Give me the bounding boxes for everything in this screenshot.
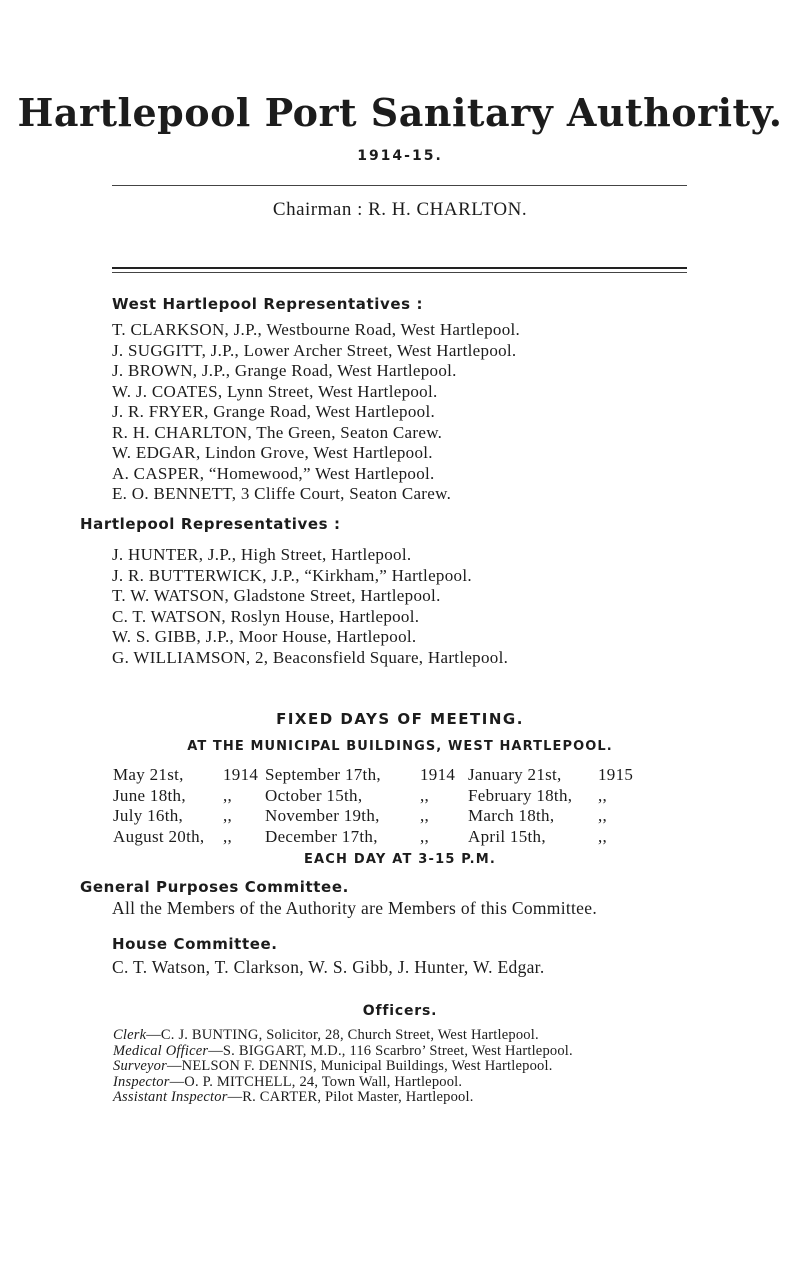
officer-entry <box>113 1028 573 1044</box>
fixed-days-subtitle: AT THE MUNICIPAL BUILDINGS, WEST HARTLEPOOL. <box>187 739 613 754</box>
double-rule-upper <box>112 267 687 269</box>
meeting-date: December 17th, <box>265 826 378 846</box>
meeting-year: ,, <box>598 826 608 846</box>
meeting-date: July 16th, <box>113 806 184 825</box>
meeting-date: March 18th, <box>468 806 555 825</box>
house-committee-heading: House Committee. <box>112 935 278 953</box>
hartlepool-representative: T. W. WATSON, Gladstone Street, Hartlepool. <box>112 586 441 605</box>
meeting-year: ,, <box>420 826 430 846</box>
officer-entry <box>113 1075 573 1091</box>
west-representative: T. CLARKSON, J.P., Westbourne Road, West Hartlepool. <box>112 320 521 339</box>
meeting-year: ,, <box>598 806 608 825</box>
west-representative: W. J. COATES, Lynn Street, West Hartlepool. <box>112 381 438 401</box>
meeting-year: 1914 <box>420 765 456 784</box>
west-representative: J. BROWN, J.P., Grange Road, West Hartlepool. <box>112 361 457 380</box>
meeting-date: September 17th, <box>265 765 381 784</box>
west-representative: A. CASPER, “Homewood,” West Hartlepool. <box>112 463 435 483</box>
meeting-year: ,, <box>420 785 430 805</box>
officer-entry <box>113 1044 573 1060</box>
meeting-year: 1915 <box>598 765 634 784</box>
hartlepool-representative: J. HUNTER, J.P., High Street, Hartlepool. <box>112 545 412 564</box>
meeting-time: EACH DAY AT 3-15 P.M. <box>303 852 497 867</box>
west-representative: E. O. BENNETT, 3 Cliffe Court, Seaton Carew. <box>112 484 452 503</box>
meeting-year: ,, <box>420 806 430 825</box>
west-representative: J. SUGGITT, J.P., Lower Archer Street, West Hartlepool. <box>112 340 517 360</box>
meeting-date: May 21st, <box>113 765 184 784</box>
officer-details: —R. CARTER, Pilot Master, Hartlepool. <box>227 1089 474 1105</box>
meeting-dates-row <box>113 786 800 807</box>
west-representative: W. EDGAR, Lindon Grove, West Hartlepool. <box>112 443 433 462</box>
meeting-year: ,, <box>223 826 233 846</box>
meeting-date: October 15th, <box>265 785 363 805</box>
west-representatives-heading: West Hartlepool Representatives : <box>112 295 424 313</box>
chairman-label: Chairman : <box>272 199 363 220</box>
general-purposes-heading: General Purposes Committee. <box>80 878 349 896</box>
west-representative: J. R. FRYER, Grange Road, West Hartlepool. <box>112 402 436 421</box>
top-rule <box>112 185 687 186</box>
meeting-dates-row <box>113 765 800 786</box>
hartlepool-representative: C. T. WATSON, Roslyn House, Hartlepool. <box>112 606 420 626</box>
meeting-dates-table <box>113 765 800 847</box>
officer-entry <box>113 1059 573 1075</box>
hartlepool-representative: W. S. GIBB, J.P., Moor House, Hartlepool. <box>112 627 417 646</box>
general-purposes-text: All the Members of the Authority are Members of this Committee. <box>112 898 597 918</box>
document-title: Hartlepool Port Sanitary Authority. <box>17 90 783 135</box>
meeting-dates-row <box>113 827 800 848</box>
officer-role: Assistant Inspector <box>113 1089 228 1105</box>
house-committee-text: C. T. Watson, T. Clarkson, W. S. Gibb, J. Hunter, W. Edgar. <box>112 957 545 977</box>
officers-heading: Officers. <box>362 1003 438 1019</box>
officer-details: —NELSON F. DENNIS, Municipal Buildings, West Hartlepool. <box>166 1058 553 1074</box>
officer-role: Medical Officer <box>113 1042 209 1059</box>
meeting-date: April 15th, <box>468 826 546 846</box>
officer-details: —O. P. MITCHELL, 24, Town Wall, Hartlepool. <box>169 1073 463 1090</box>
west-representative: R. H. CHARLTON, The Green, Seaton Carew. <box>112 422 443 442</box>
meeting-date: June 18th, <box>113 785 186 805</box>
meeting-date: November 19th, <box>265 806 380 825</box>
meeting-year: ,, <box>598 785 608 805</box>
meeting-year: ,, <box>223 806 233 825</box>
hartlepool-representatives-list <box>112 545 508 668</box>
meeting-year: ,, <box>223 785 233 805</box>
document-years: 1914-15. <box>357 148 443 164</box>
double-rule-lower <box>112 272 687 273</box>
chairman-line <box>0 199 800 221</box>
officers-list <box>113 1028 573 1106</box>
meeting-date: August 20th, <box>113 826 205 846</box>
officer-role: Inspector <box>113 1073 170 1090</box>
officer-role: Surveyor <box>113 1058 167 1074</box>
officer-details: —C. J. BUNTING, Solicitor, 28, Church Street, West Hartlepool. <box>146 1027 539 1043</box>
meeting-year: 1914 <box>223 765 259 784</box>
officer-entry <box>113 1090 573 1106</box>
fixed-days-title: FIXED DAYS OF MEETING. <box>276 710 524 728</box>
hartlepool-representative: G. WILLIAMSON, 2, Beaconsfield Square, Hartlepool. <box>112 647 509 667</box>
meeting-date: January 21st, <box>468 765 562 784</box>
hartlepool-representative: J. R. BUTTERWICK, J.P., “Kirkham,” Hartlepool. <box>112 565 472 585</box>
hartlepool-representatives-heading: Hartlepool Representatives : <box>80 515 341 533</box>
chairman-name: R. H. CHARLTON. <box>368 199 528 220</box>
officer-role: Clerk <box>113 1027 147 1043</box>
meeting-dates-row <box>113 806 800 827</box>
west-representatives-list <box>112 320 520 505</box>
officer-details: —S. BIGGART, M.D., 116 Scarbro’ Street, West Hartlepool. <box>208 1042 573 1059</box>
meeting-date: February 18th, <box>468 785 573 805</box>
